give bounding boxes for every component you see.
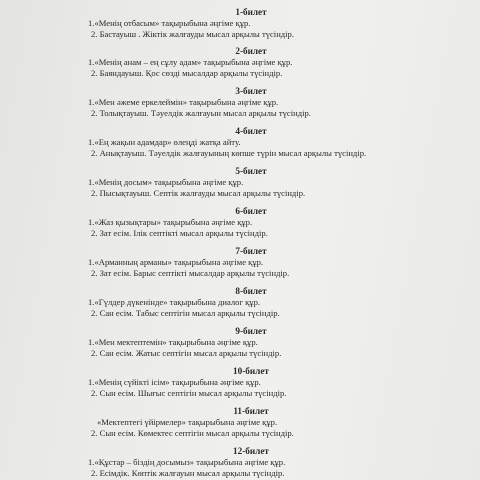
question-2: 2. Есімдік. Көптік жалғауын мысал арқылы түсіндір.	[91, 468, 285, 478]
ticket-title: 12-билет	[233, 446, 269, 456]
ticket-9	[0, 326, 480, 359]
ticket-11	[0, 406, 480, 439]
ticket-7	[0, 246, 480, 279]
question-2: 2. Пысықтауыш. Септік жалғауды мысал арқылы түсіндір.	[91, 188, 306, 198]
question-1: 1.«Мен әжеме еркелеймін» тақырыбына әңгіме құр.	[88, 97, 279, 107]
ticket-title: 1-билет	[235, 7, 267, 17]
ticket-title: 9-билет	[235, 326, 267, 336]
ticket-title: 10-билет	[233, 366, 269, 376]
ticket-6	[0, 206, 480, 239]
question-1: 1.«Менің досым» тақырыбына әңгіме құр.	[88, 177, 244, 187]
question-1: 1.«Менің анам – ең сұлу адам» тақырыбына әңгіме құр.	[88, 57, 293, 67]
question-2: 2. Баяндауыш. Қос сөзді мысалдар арқылы түсіндір.	[91, 68, 283, 78]
question-1: 1.«Мен мектептемін» тақырыбына әңгіме құр.	[88, 337, 258, 347]
ticket-4	[0, 126, 480, 159]
question-1: 1.«Менің отбасым» тақырыбына әңгіме құр.	[88, 18, 251, 28]
ticket-title: 3-билет	[235, 86, 267, 96]
question-2: 2. Зат есім. Ілік септікті мысал арқылы түсіндір.	[91, 228, 268, 238]
question-1: 1.«Жаз қызықтары» тақырыбына әңгіме құр.	[88, 217, 253, 227]
question-2: 2. Зат есім. Барыс септікті мысалдар арқылы түсіндір.	[91, 268, 290, 278]
question-2: 2. Сын есім. Шығыс септігін мысал арқылы түсіндір.	[91, 388, 287, 398]
question-2: 2. Сан есім. Табыс септігін мысал арқылы түсіндір.	[91, 308, 280, 318]
question-2: 2. Сын есім. Көмектес септігін мысал арқылы түсіндір.	[91, 428, 294, 438]
question-1: 1.«Арманның арманы» тақырыбына әңгіме құр.	[88, 257, 264, 267]
question-1: 1.«Ең жақын адамдар» өлеңді жатқа айту.	[88, 137, 241, 147]
question-1: «Мектептегі үйірмелер» тақырыбына әңгіме құр.	[97, 417, 278, 427]
ticket-1	[0, 7, 480, 40]
question-2: 2. Толықтауыш. Тәуелдік жалғауын мысал арқылы түсіндір.	[91, 108, 311, 118]
ticket-10	[0, 366, 480, 399]
ticket-3	[0, 86, 480, 119]
ticket-title: 4-билет	[235, 126, 267, 136]
ticket-12	[0, 446, 480, 479]
question-1: 1.«Гүлдер дүкенінде» тақырыбына диалог құр.	[88, 297, 261, 307]
ticket-title: 2-билет	[235, 46, 267, 56]
question-2: 2. Анықтауыш. Тәуелдік жалғауының көпше түрін мысал арқылы түсіндір.	[91, 148, 367, 158]
ticket-title: 5-билет	[235, 166, 267, 176]
ticket-2	[0, 46, 480, 79]
ticket-8	[0, 286, 480, 319]
question-1: 1.«Менің сүйікті ісім» тақырыбына әңгіме құр.	[88, 377, 261, 387]
question-2: 2. Сан есім. Жатыс септігін мысал арқылы түсіндір.	[91, 348, 282, 358]
question-1: 1.«Құстар – біздің досымыз» тақырыбына әңгіме құр.	[88, 457, 286, 467]
ticket-title: 8-билет	[235, 286, 267, 296]
ticket-title: 7-билет	[235, 246, 267, 256]
ticket-title: 6-билет	[235, 206, 267, 216]
ticket-title: 11-билет	[233, 406, 269, 416]
ticket-5	[0, 166, 480, 199]
question-2: 2. Бастауыш . Жіктік жалғауды мысал арқылы түсіндір.	[91, 29, 295, 39]
